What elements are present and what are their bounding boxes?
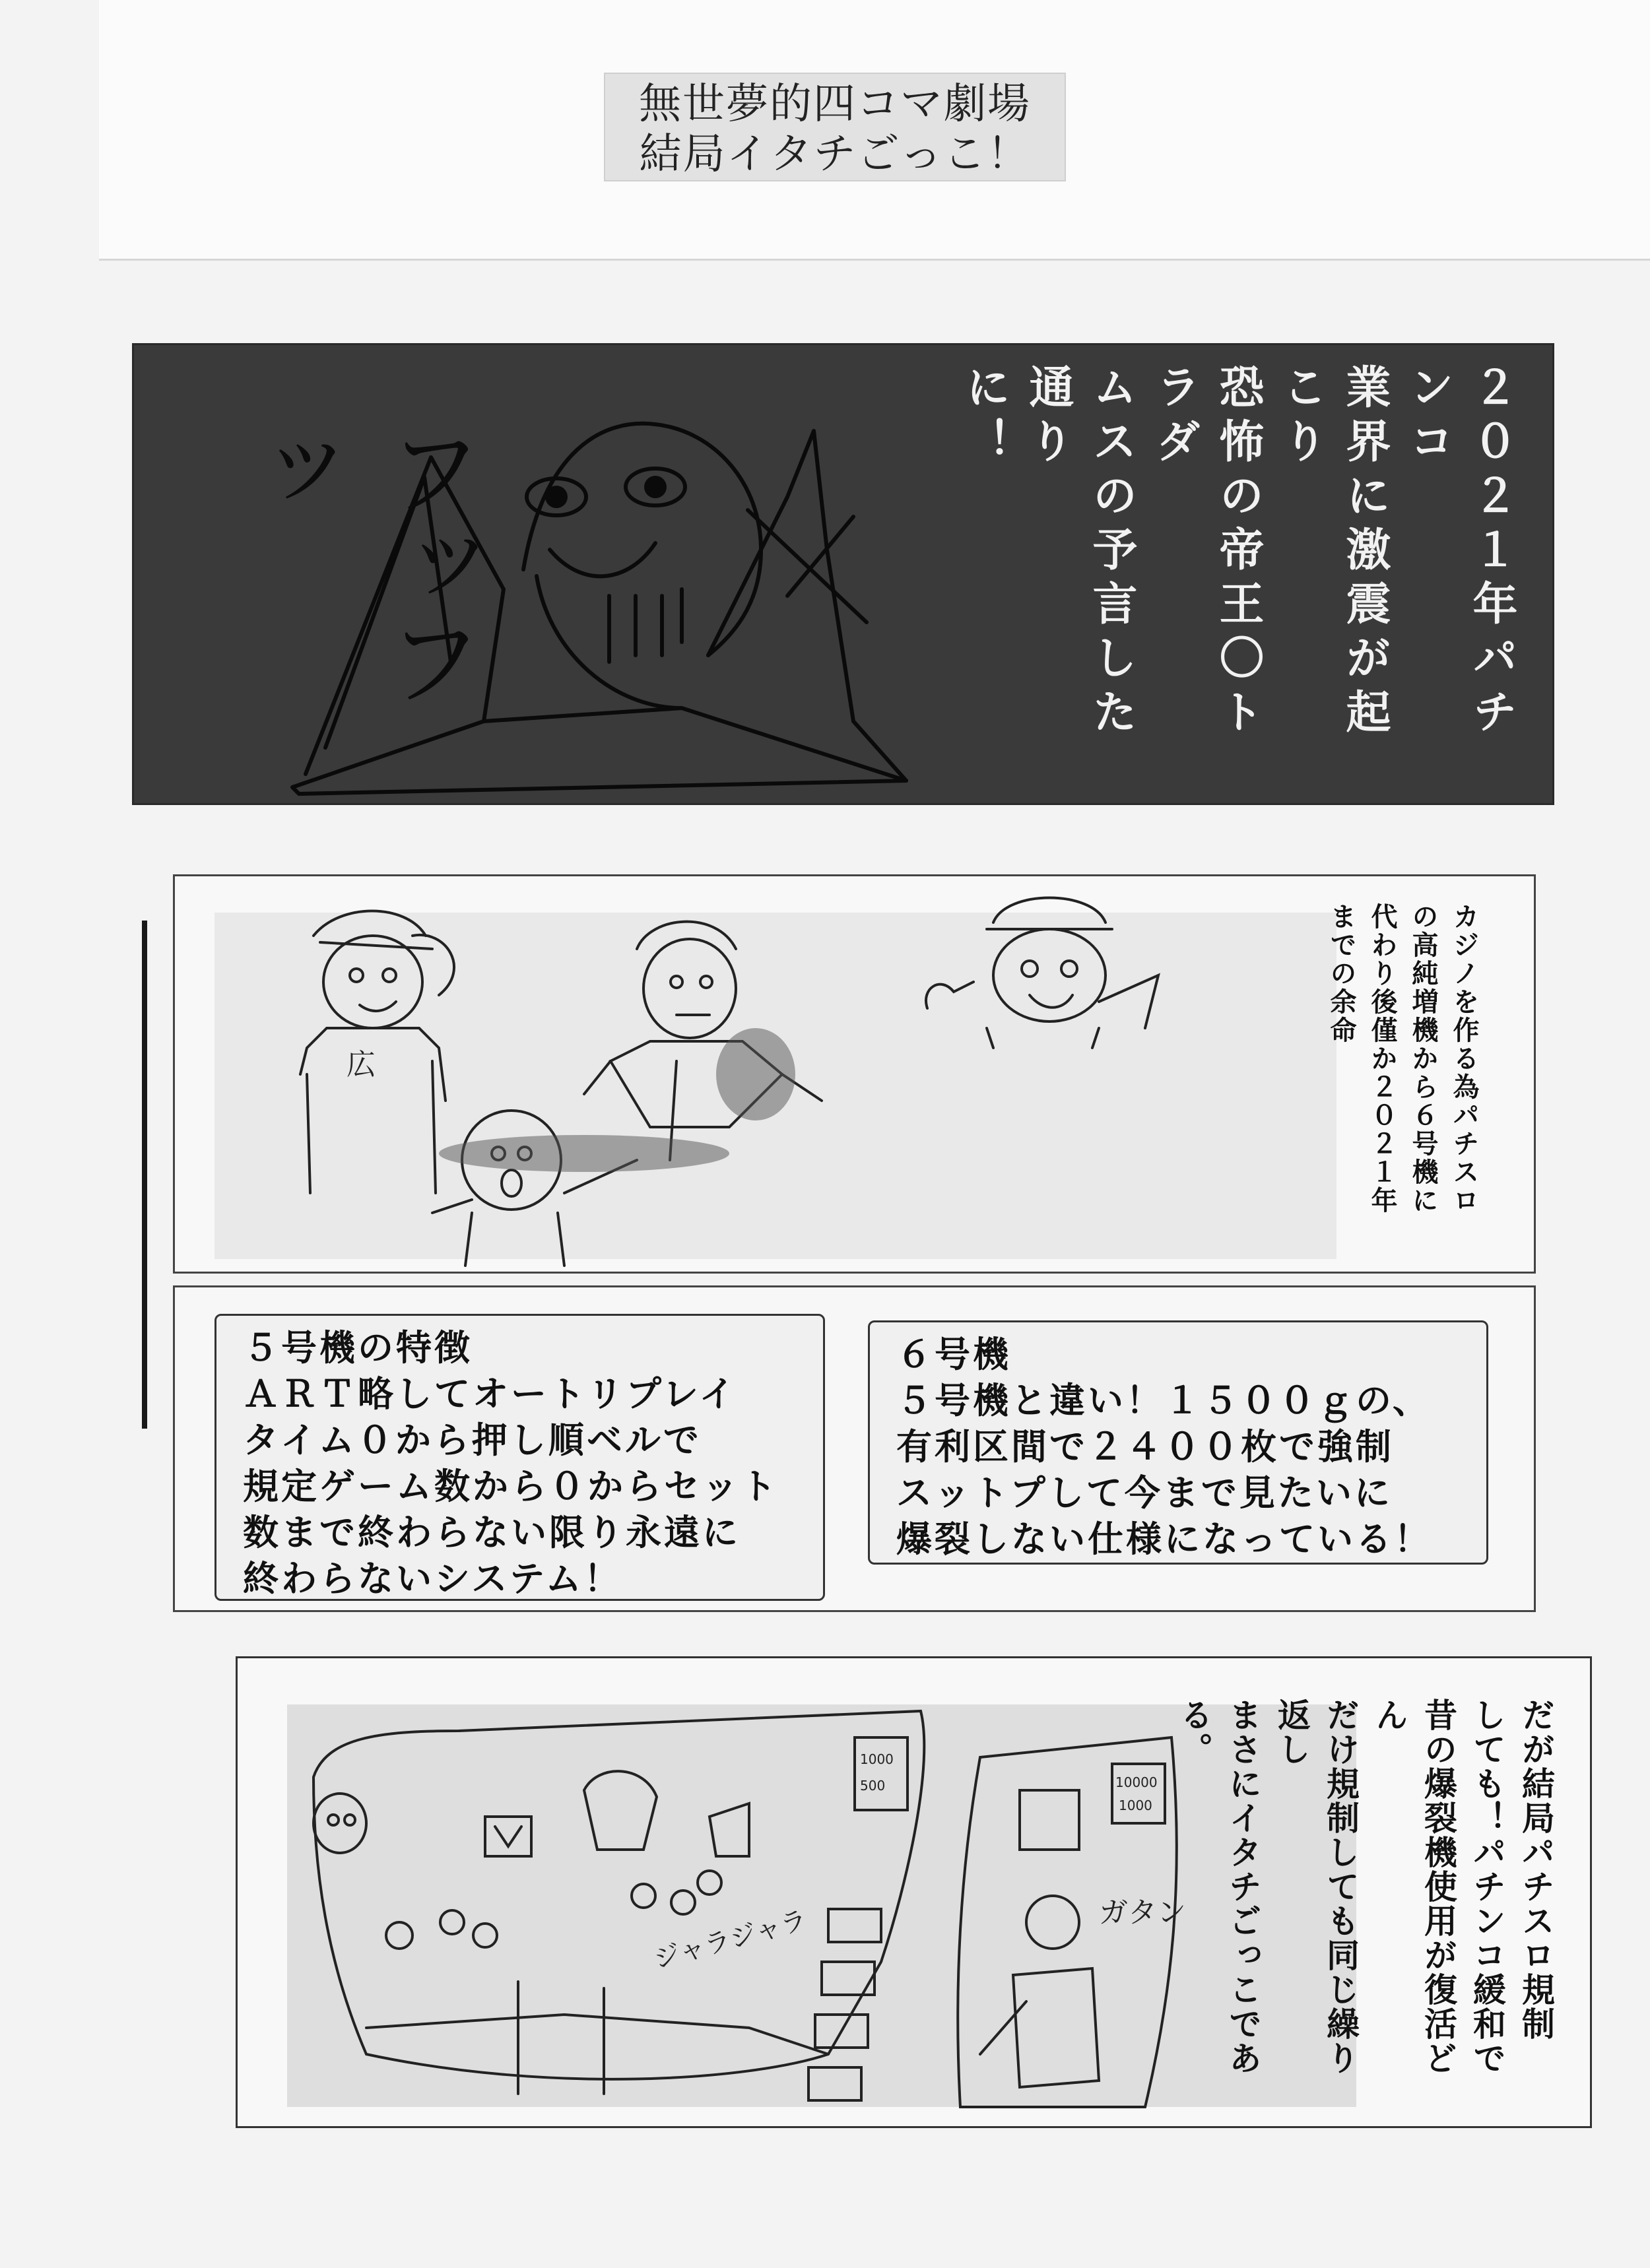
counter-left-1: 1000 xyxy=(860,1751,894,1767)
box-line: スットプして今まで見たいに xyxy=(896,1472,1393,1514)
caption-line: だが結局パチスロ規制 xyxy=(1517,1698,1555,2041)
counter-left-2: 500 xyxy=(860,1778,886,1794)
page-title xyxy=(604,73,1066,181)
box-line: ＡＲＴ略してオートリプレイ xyxy=(243,1373,738,1415)
caption-line: 業界に激震が起こり xyxy=(1275,364,1391,742)
caption-line: ムスの予言した通り xyxy=(1022,364,1137,742)
panel-4 xyxy=(236,1656,1592,2128)
doodle-text: 広 xyxy=(346,1048,376,1082)
title-line-1: 無世夢的四コマ劇場 xyxy=(639,80,1031,129)
box-title: ５号機の特徴 xyxy=(243,1327,473,1369)
panel-1-caption xyxy=(952,364,1523,793)
box-line: ５号機と違い！１５００ｇの、 xyxy=(896,1380,1431,1421)
caption-line: だけ規制しても同じ繰り返し xyxy=(1272,1698,1360,2075)
panel-2-caption xyxy=(1321,903,1484,1259)
title-line-2: 結局イタチごっこ！ xyxy=(639,130,1031,179)
panel-2 xyxy=(173,874,1536,1274)
crowd-drawing xyxy=(214,876,1336,1274)
box-line: 数まで終わらない限り永遠に xyxy=(243,1512,741,1553)
caption-line: に！ xyxy=(958,364,1010,472)
text-box-5gouki xyxy=(214,1314,825,1601)
caption-line: カジノを作る為パチスロ xyxy=(1449,903,1479,1215)
caption-line: 恐怖の帝王〇トラダ xyxy=(1148,364,1264,742)
scan-left-bar xyxy=(142,921,147,1429)
sfx-fuffu: フッフッ xyxy=(226,421,483,706)
caption-line: しても！パチンコ緩和で xyxy=(1468,1698,1506,2075)
box-line: 終わらないシステム！ xyxy=(243,1558,622,1600)
panel-3 xyxy=(173,1285,1536,1612)
box-title: ６号機 xyxy=(896,1334,1011,1375)
box-line: 規定ゲーム数から０からセット xyxy=(243,1466,779,1507)
box-line: 爆裂しない仕様になっている！ xyxy=(896,1518,1432,1560)
counter-right-1: 10000 xyxy=(1115,1774,1158,1790)
counter-right-2: 1000 xyxy=(1119,1798,1152,1813)
caption-line: 昔の爆裂機使用が復活どん xyxy=(1370,1698,1457,2075)
caption-line: ２０２１年パチンコ xyxy=(1402,364,1517,742)
box-line: タイム０から押し順ベルで xyxy=(243,1419,702,1461)
caption-line: の高純増機から６号機に xyxy=(1408,903,1438,1215)
caption-line: まさにイタチごっこである。 xyxy=(1175,1698,1262,2075)
panel-4-caption xyxy=(1170,1698,1560,2107)
caption-line: 代わり後僅か２０２１年 xyxy=(1367,903,1397,1215)
sfx-gatan: ガタン xyxy=(1099,1896,1186,1929)
panel-1 xyxy=(132,343,1554,805)
box-line: 有利区間で２４００枚で強制 xyxy=(896,1426,1394,1468)
sfx-jara: ジャラジャラ xyxy=(650,1904,810,1975)
text-box-6gouki xyxy=(868,1320,1488,1565)
caption-line: までの余命 xyxy=(1326,903,1356,1045)
